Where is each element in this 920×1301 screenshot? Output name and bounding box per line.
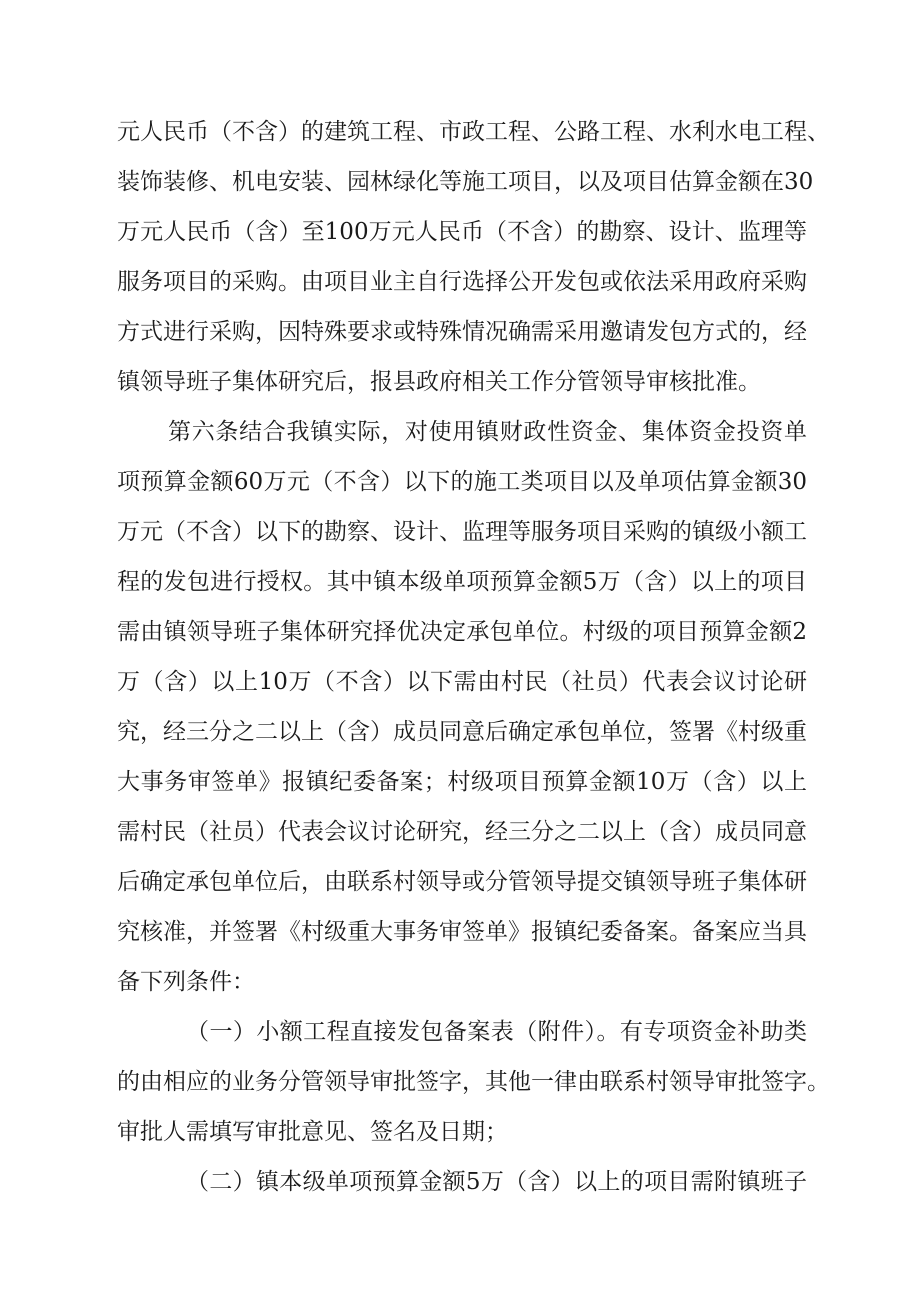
text-line-14: 大事务审签单》报镇纪委备案；村级项目预算金额10万（含）以上	[117, 769, 807, 795]
text-line-9: 万元（不含）以下的勘察、设计、监理等服务项目采购的镇级小额工	[117, 519, 807, 545]
paragraph-article-6-start: 第六条结合我镇实际，对使用镇财政性资金、集体资金投资单	[168, 419, 807, 445]
text-line-15: 需村民（社员）代表会议讨论研究，经三分之二以上（含）成员同意	[117, 819, 807, 845]
text-line-5: 方式进行采购，因特殊要求或特殊情况确需采用邀请发包方式的，经	[117, 319, 807, 345]
text-line-8: 项预算金额60万元（不含）以下的施工类项目以及单项估算金额30	[117, 469, 807, 495]
text-line-2: 装饰装修、机电安装、园林绿化等施工项目，以及项目估算金额在30	[117, 169, 814, 195]
list-item-2-start: （二）镇本级单项预算金额5万（含）以上的项目需附镇班子	[186, 1169, 807, 1195]
text-line-4: 服务项目的采购。由项目业主自行选择公开发包或依法采用政府采购	[117, 269, 807, 295]
text-line-21: 审批人需填写审批意见、签名及日期；	[117, 1119, 508, 1145]
text-line-6: 镇领导班子集体研究后，报县政府相关工作分管领导审核批准。	[117, 369, 761, 395]
text-line-12: 万（含）以上10万（不含）以下需由村民（社员）代表会议讨论研	[117, 669, 807, 695]
text-line-1: 元人民币（不含）的建筑工程、市政工程、公路工程、水利水电工程、	[117, 119, 830, 145]
text-line-3: 万元人民币（含）至100万元人民币（不含）的勘察、设计、监理等	[117, 219, 807, 245]
text-line-20: 的由相应的业务分管领导审批签字，其他一律由联系村领导审批签字。	[117, 1069, 830, 1095]
list-item-1-start: （一）小额工程直接发包备案表（附件）。有专项资金补助类	[186, 1019, 807, 1045]
text-line-18: 备下列条件：	[117, 969, 255, 995]
text-line-13: 究，经三分之二以上（含）成员同意后确定承包单位，签署《村级重	[117, 719, 807, 745]
text-line-10: 程的发包进行授权。其中镇本级单项预算金额5万（含）以上的项目	[117, 569, 807, 595]
text-line-17: 究核准，并签署《村级重大事务审签单》报镇纪委备案。备案应当具	[117, 919, 807, 945]
text-line-11: 需由镇领导班子集体研究择优决定承包单位。村级的项目预算金额2	[117, 619, 807, 645]
text-line-16: 后确定承包单位后，由联系村领导或分管领导提交镇领导班子集体研	[117, 869, 807, 895]
